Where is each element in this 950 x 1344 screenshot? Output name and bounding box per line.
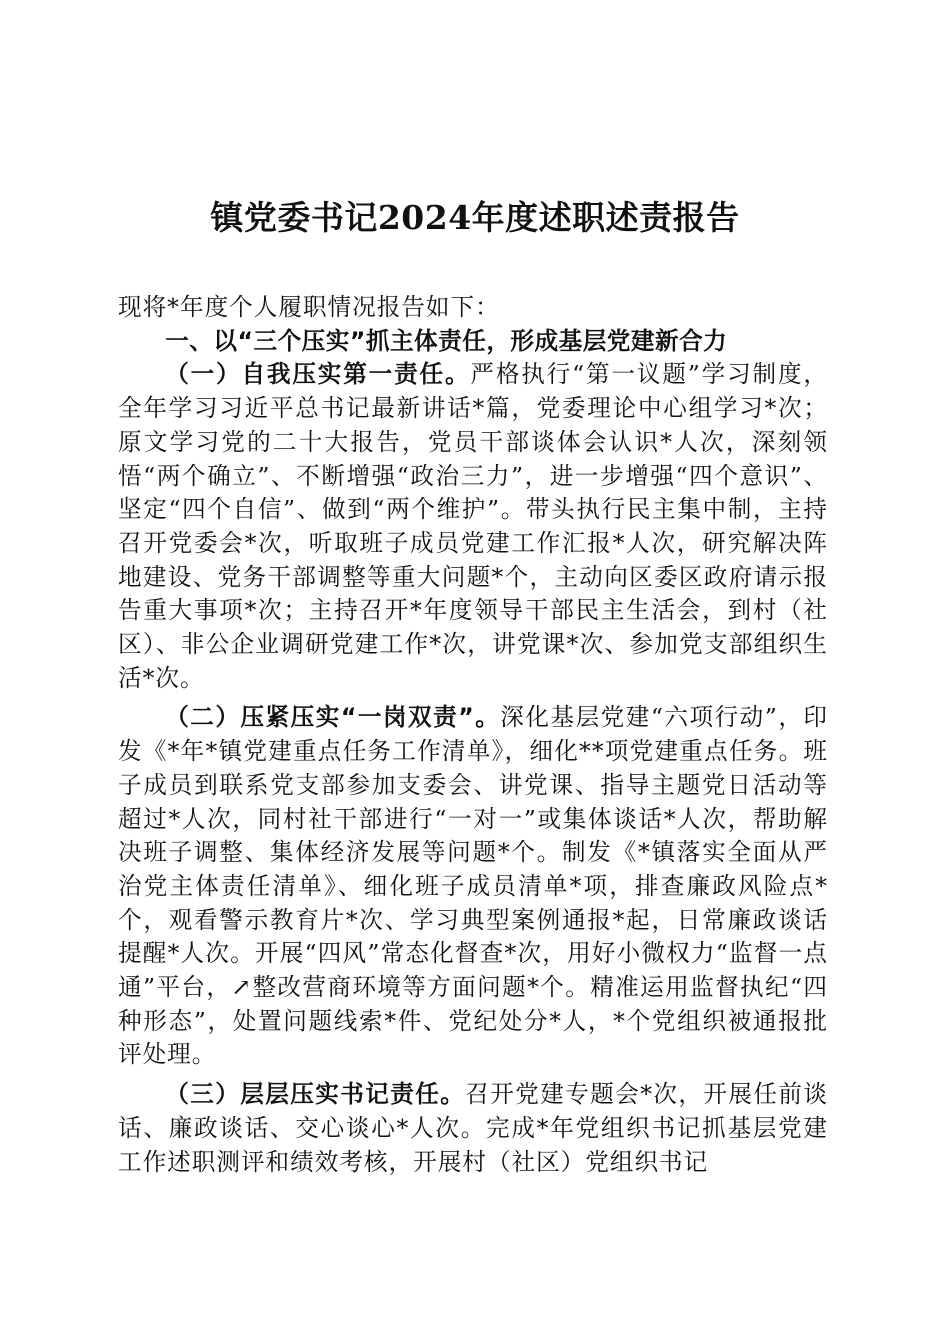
paragraph-3 [118,1078,828,1179]
section-heading: 一、以“三个压实”抓主体责任，形成基层党建新合力 [165,326,728,355]
paragraph-1-heading: （一）自我压实第一责任。 [165,360,471,389]
document-body [118,291,828,1179]
paragraph-2-heading: （二）压紧压实“一岗双责”。 [165,703,501,732]
document-title: 镇党委书记2024年度述职述责报告 [210,198,740,237]
paragraph-2 [118,701,828,1072]
paragraph-1-body: 严格执行“第一议题”学习制度，全年学习习近平总书记最新讲话*篇，党委理论中心组学习*次；原文学习党的二十大报告，党员干部谈体会认识*人次，深刻领悟“两个确立”、不断增强“政治三力”，进一步增强“四个意识”、坚定“四个自信”、做到“两个维护”。带头执行民主集中制，主持召开党委会*次，听取班子成员党建工作汇报*人次，研究解决阵地建设、党务干部调整等重大问题*个，主动向区委区政府请示报告重大事项*次；主持召开*年度领导干部民主生活会，到村（社区）、非公企业调研党建工作*次，讲党课*次、参加党支部组织生活*次。 [118,360,829,692]
paragraph-3-body: 召开党建专题会*次，开展任前谈话、廉政谈话、交心谈心*人次。完成*年党组织书记抓基层党建工作述职测评和绩效考核，开展村（社区）党组织书记 [118,1080,829,1176]
intro-paragraph: 现将*年度个人履职情况报告如下： [118,293,500,321]
paragraph-2-body: 深化基层党建“六项行动”，印发《*年*镇党建重点任务工作清单》，细化**项党建重点任务。班子成员到联系党支部参加支委会、讲党课、指导主题党日活动等超过*人次，同村社干部进行“一对一”或集体谈话*人次，帮助解决班子调整、集体经济发展等问题*个。制发《*镇落实全面从严治党主体责任清单》、细化班子成员清单*项，排查廉政风险点*个，观看警示教育片*次、学习典型案例通报*起，日常廉政谈话提醒*人次。开展“四风”常态化督查*次，用好小微权力“监督一点通”平台，↗整改营商环境等方面问题*个。精准运用监督执纪“四种形态”，处置问题线索*件、党纪处分*人，*个党组织被通报批评处理。 [118,703,829,1069]
paragraph-3-heading: （三）层层压实书记责任。 [165,1080,466,1109]
paragraph-1 [118,358,828,695]
